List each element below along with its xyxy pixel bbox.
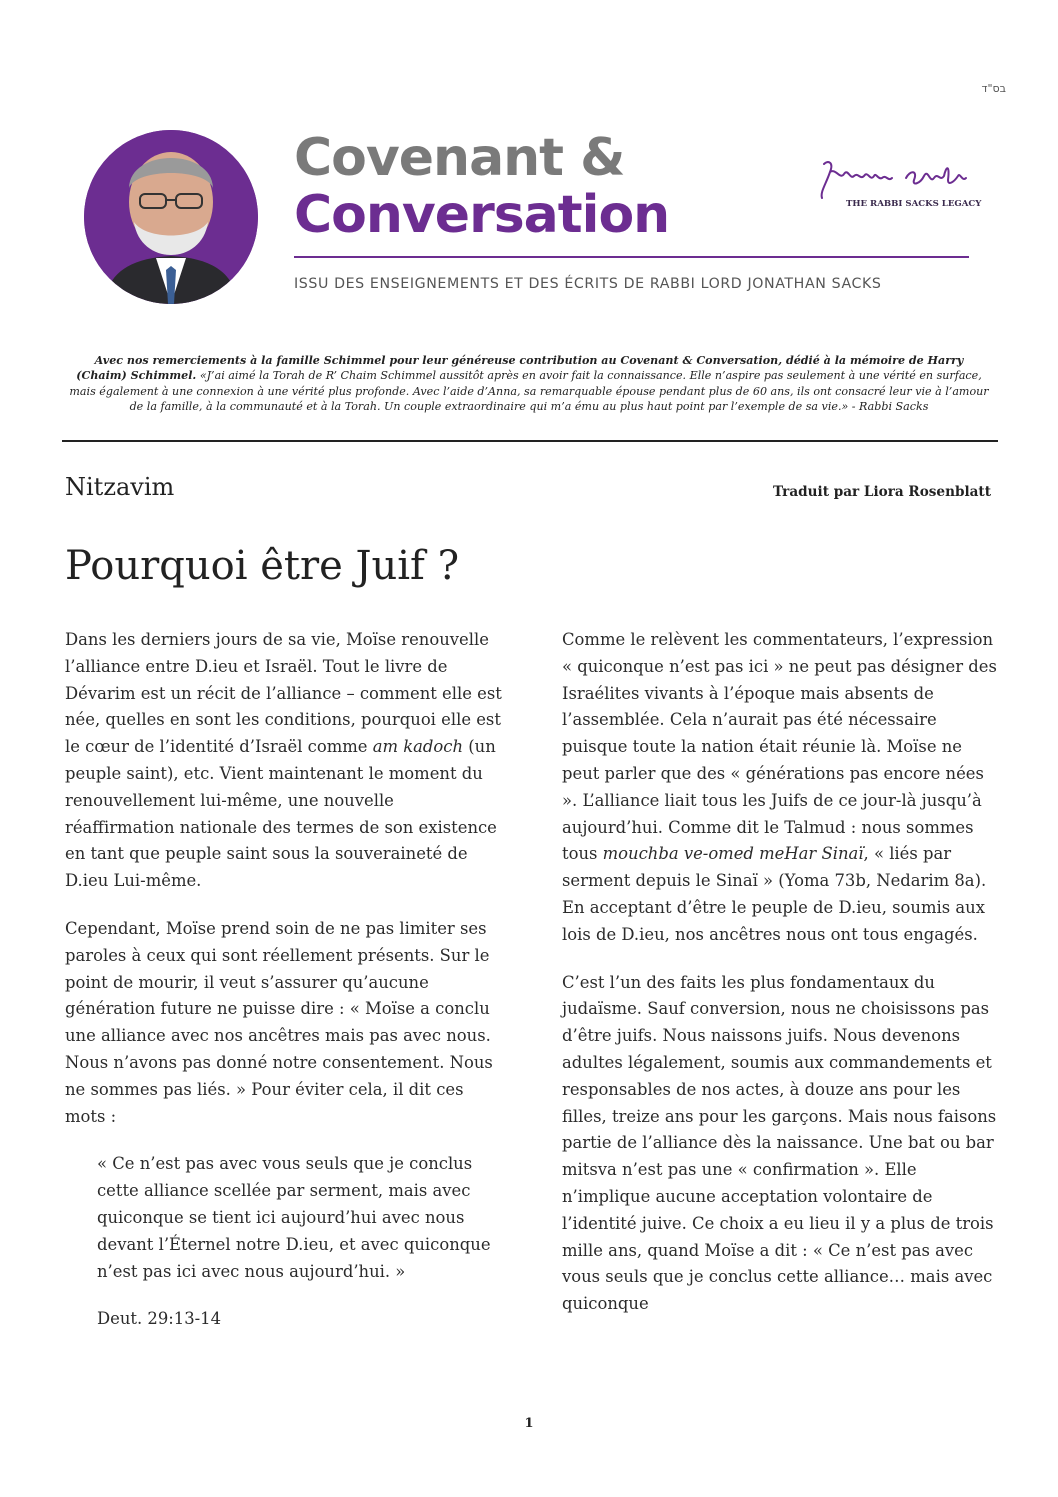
brand-title-line1: Covenant & bbox=[294, 128, 625, 188]
quote-source: Deut. 29:13-14 bbox=[97, 1309, 222, 1329]
dedication-body: «J’ai aimé la Torah de R’ Chaim Schimmel aussitôt après en avoir fait la connaissance. Elle n’aspire pas seulement à une vérité en surface, mais également à une connexion à une vérité plus profonde. Avec l’aide d’Anna, sa remarquable épouse pendant plus de 60 ans, ils ont consacré leur vie à l’amour de la famille, à la communauté et à la Torah. Un couple extraordinaire qui m’a ému au plus haut point par l’exemple de sa vie.» - Rabbi Sacks bbox=[69, 369, 989, 414]
parasha-name: Nitzavim bbox=[65, 473, 175, 501]
dedication-bold: Avec nos remerciements à la famille Schimmel pour leur généreuse contribution au Covenant & Conversation, dédié à la mémoire de Harry (Chaim) Schimmel. bbox=[76, 354, 964, 383]
right-column bbox=[562, 627, 1002, 1318]
text-run: (un peuple saint), etc. Vient maintenant le moment du renouvellement lui-même, une nouvelle réaffirmation nationale des termes de son existence en tant que peuple saint sous la souveraineté de D.ieu Lui-même. bbox=[65, 737, 497, 891]
hebrew-mark: בס"ד bbox=[981, 82, 1006, 95]
brand-title-line2: Conversation bbox=[294, 185, 670, 245]
italic-term: mouchba ve-omed meHar Sinaï bbox=[602, 844, 864, 864]
right-paragraph-1 bbox=[562, 627, 1002, 949]
dedication-note bbox=[68, 353, 990, 415]
rabbi-portrait bbox=[84, 130, 258, 304]
logo-caption: THE RABBI SACKS LEGACY bbox=[846, 199, 982, 209]
translator-credit: Traduit par Liora Rosenblatt bbox=[773, 484, 991, 500]
article-headline: Pourquoi être Juif ? bbox=[65, 543, 460, 589]
italic-term: am kadoch bbox=[372, 737, 464, 757]
text-run: , « liés par serment depuis le Sinaï » (Yoma 73b, Nedarim 8a). En acceptant d’être le peuple de D.ieu, soumis aux lois de D.ieu, nos ancêtres nous ont tous engagés. bbox=[562, 844, 987, 944]
left-paragraph-2: Cependant, Moïse prend soin de ne pas limiter ses paroles à ceux qui sont réellement présents. Sur le point de mourir, il veut s’assurer qu’aucune génération future ne puisse dire : « Moïse a conclu une alliance avec nos ancêtres mais pas avec nous. Nous n’avons pas donné notre consentement. Nous ne sommes pas liés. » Pour éviter cela, il dit ces mots : bbox=[65, 918, 493, 1126]
left-column bbox=[65, 627, 505, 1333]
brand-subtitle: ISSU DES ENSEIGNEMENTS ET DES ÉCRITS DE RABBI LORD JONATHAN SACKS bbox=[294, 276, 882, 292]
text-run: Comme le relèvent les commentateurs, l’expression « quiconque n’est pas ici » ne peut pas désigner des Israélites vivants à l’époque mais absents de l’assemblée. Cela n’aurait pas été nécessaire puisque toute la nation était réunie là. Moïse ne peut parler que des « générations pas encore nées ». L’alliance liait tous les Juifs de ce jour-là jusqu’à aujourd’hui. Comme dit le Talmud : nous sommes tous bbox=[562, 630, 997, 864]
scripture-quote: « Ce n’est pas avec vous seuls que je conclus cette alliance scellée par serment, mais avec quiconque se tient ici aujourd’hui avec nous devant l’Éternel notre D.ieu, et avec quiconque n’est pas ici avec nous aujourd’hui. » bbox=[97, 1154, 491, 1281]
page-number: 1 bbox=[524, 1416, 534, 1431]
right-paragraph-2: C’est l’un des faits les plus fondamentaux du judaïsme. Sauf conversion, nous ne choisissons pas d’être juifs. Nous naissons juifs. Nous devenons adultes légalement, soumis aux commandements et responsables de nos actes, à douze ans pour les filles, treize ans pour les garçons. Mais nous faisons partie de l’alliance dès la naissance. Une bat ou bar mitsva n’est pas une « confirmation ». Elle n’implique aucune acceptation volontaire de l’identité juive. Ce choix a eu lieu il y a plus de trois mille ans, quand Moïse a dit : « Ce n’est pas avec vous seuls que je conclus cette alliance… mais avec quiconque bbox=[562, 972, 997, 1314]
text-run: Dans les derniers jours de sa vie, Moïse renouvelle l’alliance entre D.ieu et Israël. Tout le livre de Dévarim est un récit de l’alliance – comment elle est née, quelles en sont les conditions, pourquoi elle est le cœur de l’identité d’Israël comme bbox=[65, 630, 502, 757]
left-paragraph-1 bbox=[65, 627, 505, 895]
title-divider bbox=[294, 256, 969, 258]
dedication-divider bbox=[62, 440, 998, 442]
